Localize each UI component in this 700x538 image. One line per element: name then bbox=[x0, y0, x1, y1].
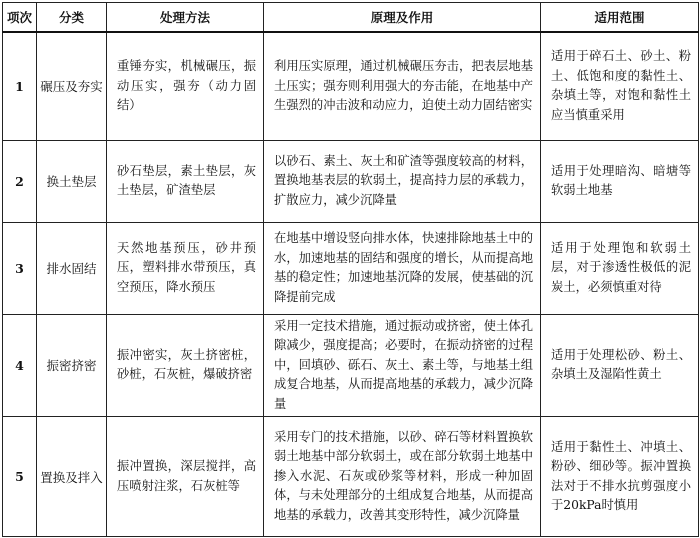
row-principle: 利用压实原理，通过机械碾压夯击，把表层地基土压实；强夯则利用强大的夯击能，在地基中产生强烈的冲击波和动应力，迫使土动力固结密实 bbox=[264, 32, 541, 140]
row-principle: 采用专门的技术措施，以砂、碎石等材料置换软弱土地基中部分软弱土，或在部分软弱土地基中掺入水泥、石灰或砂浆等材料，形成一种加固体，与未处理部分的土组成复合地基，从而提高地基的承载力，改善其变形特性，减少沉降量 bbox=[264, 417, 541, 537]
table-row bbox=[3, 222, 699, 314]
row-method: 振冲置换，深层搅拌，高压喷射注浆，石灰桩等 bbox=[107, 417, 264, 537]
row-principle: 在地基中增设竖向排水体，快速排除地基土中的水，加速地基的固结和强度的增长，从而提高地基的稳定性；加速地基沉降的发展，使基础的沉降提前完成 bbox=[264, 222, 541, 314]
row-category: 排水固结 bbox=[37, 222, 107, 314]
row-number: 1 bbox=[3, 32, 37, 140]
header-no: 项次 bbox=[3, 3, 37, 33]
row-scope: 适用于处理暗沟、暗塘等软弱土地基 bbox=[541, 140, 699, 222]
row-category: 振密挤密 bbox=[37, 314, 107, 417]
table-row bbox=[3, 417, 699, 537]
row-principle: 以砂石、素土、灰土和矿渣等强度较高的材料，置换地基表层的软弱土，提高持力层的承载力，扩散应力，减少沉降量 bbox=[264, 140, 541, 222]
table-row bbox=[3, 32, 699, 140]
row-scope: 适用于处理松砂、粉土、杂填土及湿陷性黄土 bbox=[541, 314, 699, 417]
header-method: 处理方法 bbox=[107, 3, 264, 33]
row-number: 3 bbox=[3, 222, 37, 314]
row-number: 5 bbox=[3, 417, 37, 537]
row-category: 置换及拌入 bbox=[37, 417, 107, 537]
row-method: 振冲密实，灰土挤密桩，砂桩，石灰桩，爆破挤密 bbox=[107, 314, 264, 417]
row-method: 砂石垫层，素土垫层，灰土垫层，矿渣垫层 bbox=[107, 140, 264, 222]
header-category: 分类 bbox=[37, 3, 107, 33]
row-method: 重锤夯实，机械碾压，振动压实，强夯（动力固结） bbox=[107, 32, 264, 140]
table-row bbox=[3, 314, 699, 417]
ground-treatment-table bbox=[2, 2, 699, 537]
header-scope: 适用范围 bbox=[541, 3, 699, 33]
row-principle: 采用一定技术措施，通过振动或挤密，使土体孔隙减少，强度提高；必要时，在振动挤密的过程中，回填砂、砾石、灰土、素土等，与地基土组成复合地基，从而提高地基的承载力，减少沉降量 bbox=[264, 314, 541, 417]
row-category: 碾压及夯实 bbox=[37, 32, 107, 140]
header-row bbox=[3, 3, 699, 33]
row-method: 天然地基预压，砂井预压，塑料排水带预压，真空预压，降水预压 bbox=[107, 222, 264, 314]
row-scope: 适用于黏性土、冲填土、粉砂、细砂等。振冲置换法对于不排水抗剪强度小于20kPa时慎用 bbox=[541, 417, 699, 537]
row-category: 换土垫层 bbox=[37, 140, 107, 222]
row-scope: 适用于处理饱和软弱土层，对于渗透性极低的泥炭土，必须慎重对待 bbox=[541, 222, 699, 314]
row-number: 2 bbox=[3, 140, 37, 222]
header-principle: 原理及作用 bbox=[264, 3, 541, 33]
row-scope: 适用于碎石土、砂土、粉土、低饱和度的黏性土、杂填土等，对饱和黏性土应当慎重采用 bbox=[541, 32, 699, 140]
table-row bbox=[3, 140, 699, 222]
row-number: 4 bbox=[3, 314, 37, 417]
